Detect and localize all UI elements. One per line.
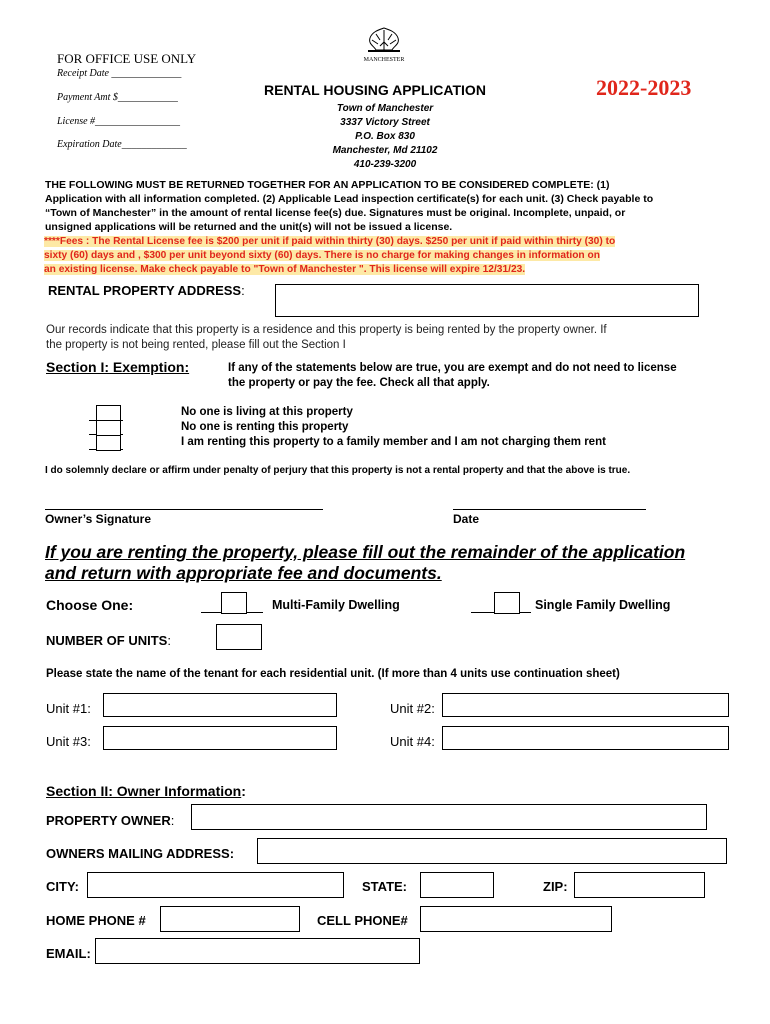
form-year: 2022-2023 xyxy=(596,75,692,100)
fees-line: sixty (60) days and , $300 per unit beyond sixty (60) days. There is no charge for making changes in information on xyxy=(44,250,600,261)
exemption-option: I am renting this property to a family member and I am not charging them rent xyxy=(181,436,606,448)
single-family-checkbox[interactable] xyxy=(494,592,520,614)
rental-address-label: RENTAL PROPERTY ADDRESS xyxy=(48,283,242,298)
town-street: 3337 Victory Street xyxy=(340,117,430,128)
exemption-options xyxy=(181,405,606,450)
instructions xyxy=(45,178,653,234)
city-input[interactable] xyxy=(87,872,344,898)
rental-address-label-wrap: RENTAL PROPERTY ADDRESS: xyxy=(48,283,245,298)
section1-intro-line: If any of the statements below are true, you are exempt and do not need to license xyxy=(228,362,677,374)
declaration: I do solemnly declare or affirm under penalty of perjury that this property is not a rental property and that the above is true. xyxy=(45,465,631,476)
instructions-line: THE FOLLOWING MUST BE RETURNED TOGETHER FOR AN APPLICATION TO BE CONSIDERED COMPLETE: (1) xyxy=(45,179,610,191)
seal-text: MANCHESTER xyxy=(363,57,405,63)
town-phone: 410-239-3200 xyxy=(353,159,417,170)
owner-signature-label: Owner’s Signature xyxy=(45,512,152,526)
property-owner-label: PROPERTY OWNER xyxy=(46,813,171,828)
receipt-date-line: Receipt Date ______________ xyxy=(57,68,182,79)
section2-title-wrap: Section II: Owner Information: xyxy=(46,783,246,799)
unit2-label: Unit #2: xyxy=(390,701,435,716)
cell-phone-input[interactable] xyxy=(420,906,612,932)
property-owner-label-wrap: PROPERTY OWNER: xyxy=(46,813,175,828)
home-phone-input[interactable] xyxy=(160,906,300,932)
state-input[interactable] xyxy=(420,872,494,898)
unit4-label: Unit #4: xyxy=(390,734,435,749)
units-label: NUMBER OF UNITS xyxy=(46,633,168,648)
home-phone-label: HOME PHONE # xyxy=(46,913,146,928)
zip-input[interactable] xyxy=(574,872,705,898)
exemption-option: No one is living at this property xyxy=(181,406,353,418)
section1-intro-line: the property or pay the fee. Check all that apply. xyxy=(228,377,490,389)
number-of-units-input[interactable] xyxy=(216,624,262,650)
license-number-line: License #_________________ xyxy=(57,116,181,127)
tenant-prompt: Please state the name of the tenant for each residential unit. (If more than 4 units use continuation sheet) xyxy=(46,668,620,680)
mailing-address-label: OWNERS MAILING ADDRESS: xyxy=(46,846,235,861)
owner-signature-line[interactable] xyxy=(45,509,323,510)
records-line: the property is not being rented, please fill out the Section I xyxy=(46,339,346,351)
property-owner-input[interactable] xyxy=(191,804,707,830)
fees-line: ****Fees : The Rental License fee is $200 per unit if paid within thirty (30) days. $250 per unit if paid within thirty (30) to xyxy=(44,236,616,247)
payment-amount-line: Payment Amt $____________ xyxy=(57,92,178,103)
exemption-option: No one is renting this property xyxy=(181,421,349,433)
unit4-input[interactable] xyxy=(442,726,729,750)
units-label-wrap: NUMBER OF UNITS: xyxy=(46,633,171,648)
state-label: STATE: xyxy=(362,879,408,894)
rental-address-input[interactable] xyxy=(275,284,699,317)
town-city: Manchester, Md 21102 xyxy=(332,145,438,156)
unit1-label: Unit #1: xyxy=(46,701,91,716)
town-name: Town of Manchester xyxy=(336,103,434,114)
instructions-line: “Town of Manchester” in the amount of rental license fee(s) due. Signatures must be original. Incomplete, unpaid, or xyxy=(45,207,626,219)
form-title: RENTAL HOUSING APPLICATION xyxy=(264,82,486,98)
exemption-checkbox-2[interactable] xyxy=(96,420,121,436)
expiration-date-line: Expiration Date_____________ xyxy=(57,139,187,150)
town-seal-logo xyxy=(358,24,410,64)
cell-phone-label: CELL PHONE# xyxy=(317,913,408,928)
records-notice xyxy=(46,323,607,353)
office-use-title: FOR OFFICE USE ONLY xyxy=(57,51,197,66)
multi-family-label: Multi-Family Dwelling xyxy=(272,598,400,612)
town-po-box: P.O. Box 830 xyxy=(355,131,415,142)
unit3-label: Unit #3: xyxy=(46,734,91,749)
exemption-checkbox-1[interactable] xyxy=(96,405,121,421)
renting-heading-line: and return with appropriate fee and documents. xyxy=(45,563,442,583)
section1-title: Section I: Exemption: xyxy=(46,359,190,375)
email-input[interactable] xyxy=(95,938,420,964)
instructions-line: Application with all information completed. (2) Applicable Lead inspection certificate(s) for each unit. (3) Check payable to xyxy=(45,193,654,205)
section2-title: Section II: Owner Information xyxy=(46,783,242,799)
date-label: Date xyxy=(453,512,480,526)
records-line: Our records indicate that this property is a residence and this property is being rented by the property owner. If xyxy=(46,324,607,336)
choose-one-label: Choose One: xyxy=(46,597,134,613)
fees-notice xyxy=(44,235,615,277)
multi-family-checkbox[interactable] xyxy=(221,592,247,614)
unit3-input[interactable] xyxy=(103,726,337,750)
exemption-checkbox-3[interactable] xyxy=(96,435,121,451)
zip-label: ZIP: xyxy=(543,879,568,894)
unit2-input[interactable] xyxy=(442,693,729,717)
email-label: EMAIL: xyxy=(46,946,91,961)
mailing-address-input[interactable] xyxy=(257,838,727,864)
renting-heading-line: If you are renting the property, please fill out the remainder of the application xyxy=(45,542,686,562)
section1-intro xyxy=(228,361,677,391)
instructions-line: unsigned applications will be returned and the unit(s) will not be issued a license. xyxy=(45,221,453,233)
date-line[interactable] xyxy=(453,509,646,510)
town-address xyxy=(300,102,470,172)
unit1-input[interactable] xyxy=(103,693,337,717)
single-family-label: Single Family Dwelling xyxy=(535,598,671,612)
renting-heading xyxy=(45,542,685,584)
city-label: CITY: xyxy=(46,879,79,894)
fees-line: an existing license. Make check payable to "Town of Manchester ". This license will expire 12/31/23. xyxy=(44,264,526,275)
